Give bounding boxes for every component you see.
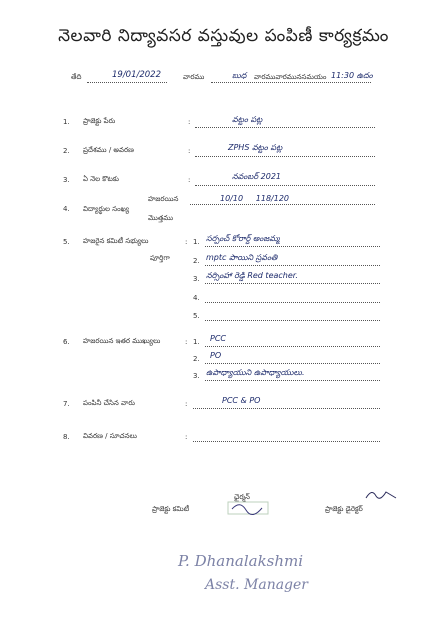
place-value: ZPHS వట్టం పట్ల <box>228 143 283 152</box>
member-number: 5. <box>193 312 200 320</box>
date-label: తేది <box>71 73 82 81</box>
other-member: ఉపాధ్యాయుని ఉపాధ్యాయులు. <box>206 368 305 377</box>
field-line <box>205 320 380 321</box>
signatory-name: P. Dhanalakshmi <box>178 552 304 570</box>
row-number: 2. <box>63 147 70 155</box>
distributor-label: పంపినీ చేసిన వారు <box>83 399 135 407</box>
distributor-value: PCC & PO <box>222 396 261 405</box>
director-signature <box>362 486 402 506</box>
field-line <box>190 204 375 205</box>
other-member: PCC <box>210 334 226 343</box>
row-number: 1. <box>63 118 70 126</box>
others-label: హజరయిన ఇతర ముఖ్యులు <box>83 337 161 345</box>
place-label: ప్రదేశము / అవరణ <box>83 146 134 154</box>
page-title: నెలవారి నిద్యావసర వస్తువుల పంపిణీ కార్యక్రమం <box>58 26 389 46</box>
project-name-label: ప్రాజెక్టు పేరు <box>83 117 116 125</box>
students-value: 10/10 118/120 <box>220 194 290 203</box>
time-value: 11:30 ఉదం <box>331 71 373 80</box>
committee-sub-label: పూర్తిగా <box>150 254 170 262</box>
field-line <box>205 302 380 303</box>
project-committee-label: ప్రాజెక్టు కమిటీ <box>152 505 190 513</box>
row-number: 6. <box>63 338 70 346</box>
field-line <box>205 265 380 266</box>
chairman-label: ఛైర్మన్ <box>234 493 250 501</box>
field-line <box>195 156 375 157</box>
member-number: 2. <box>193 355 200 363</box>
present-label: హజరయిన <box>148 195 179 203</box>
member-number: 2. <box>193 257 200 265</box>
month-label: ఏ నెల కొటకు <box>83 175 119 183</box>
date-line <box>87 82 167 83</box>
row-number: 3. <box>63 176 70 184</box>
committee-label: హజరైన కమిటీ సభ్యులు <box>83 237 149 245</box>
row-number: 8. <box>63 433 70 441</box>
row-number: 4. <box>63 205 70 213</box>
row-number: 7. <box>63 400 70 408</box>
project-name-value: వట్టం పట్ల <box>232 115 263 124</box>
total-label: మొత్తము <box>148 214 174 222</box>
document-page: నెలవారి నిద్యావసర వస్తువుల పంపిణీ కార్యక్రమం తేది 19/01/2022 వారము బుధ వారమువారమునసమయం 11:30 ఉదం 1. ప్రాజెక్టు పేరు : వట్టం పట్ల 2. ప్రదేశము / అవరణ : ZPHS వట్టం పట్ల 3. ఏ నెల కొటకు : నవంబర్ 2021 4. విద్యార్థుల సంఖ్య హజరయిన మొత్తము 10/10 118/120 5. హజరైన కమిటీ సభ్యులు పూర్తిగా : 1. సర్పంచ్ కోరార్ద్ అంజమ్మ 2. mptc పాయిని స్రవంతి 3. నర్సింహా రెడ్డి Red teacher. 4. 5. 6. హజరయిన ఇతర ముఖ్యులు : 1. PCC 2. PO 3. ఉపాధ్యాయుని ఉపాధ్యాయులు. 7. పంపినీ చేసిన వారు : PCC & PO 8. వివరణ / సూచనలు : ఛైర్మన్ ప్రాజెక్టు కమిటీ ప్రాజెక్టు డైరెక్టర్ P. Dhanalakshmi Asst. Manager <box>0 0 447 632</box>
field-line <box>195 185 375 186</box>
member-number: 3. <box>193 372 200 380</box>
field-line <box>195 127 375 128</box>
project-director-label: ప్రాజెక్టు డైరెక్టర్ <box>325 505 363 513</box>
students-label: విద్యార్థుల సంఖ్య <box>83 205 130 213</box>
chairman-signature <box>224 496 274 522</box>
month-value: నవంబర్ 2021 <box>232 172 282 181</box>
field-line <box>205 283 380 284</box>
member-number: 1. <box>193 238 200 246</box>
row-number: 5. <box>63 238 70 246</box>
day-time-line <box>211 82 371 83</box>
member-number: 4. <box>193 294 200 302</box>
signatory-title: Asst. Manager <box>205 577 308 593</box>
field-line <box>205 246 380 247</box>
other-member: PO <box>210 351 222 360</box>
field-line <box>193 408 380 409</box>
member-number: 3. <box>193 275 200 283</box>
time-label: వారమువారమునసమయం <box>254 73 327 81</box>
day-label: వారము <box>183 73 205 81</box>
field-line <box>205 380 380 381</box>
field-line <box>205 346 380 347</box>
committee-member: mptc పాయిని స్రవంతి <box>206 253 278 262</box>
date-value: 19/01/2022 <box>112 70 161 80</box>
remarks-label: వివరణ / సూచనలు <box>83 432 137 440</box>
member-number: 1. <box>193 338 200 346</box>
committee-member: సర్పంచ్ కోరార్ద్ అంజమ్మ <box>206 234 280 243</box>
field-line <box>193 441 380 442</box>
committee-member: నర్సింహా రెడ్డి Red teacher. <box>206 271 298 280</box>
field-line <box>205 363 380 364</box>
day-value: బుధ <box>232 71 247 80</box>
